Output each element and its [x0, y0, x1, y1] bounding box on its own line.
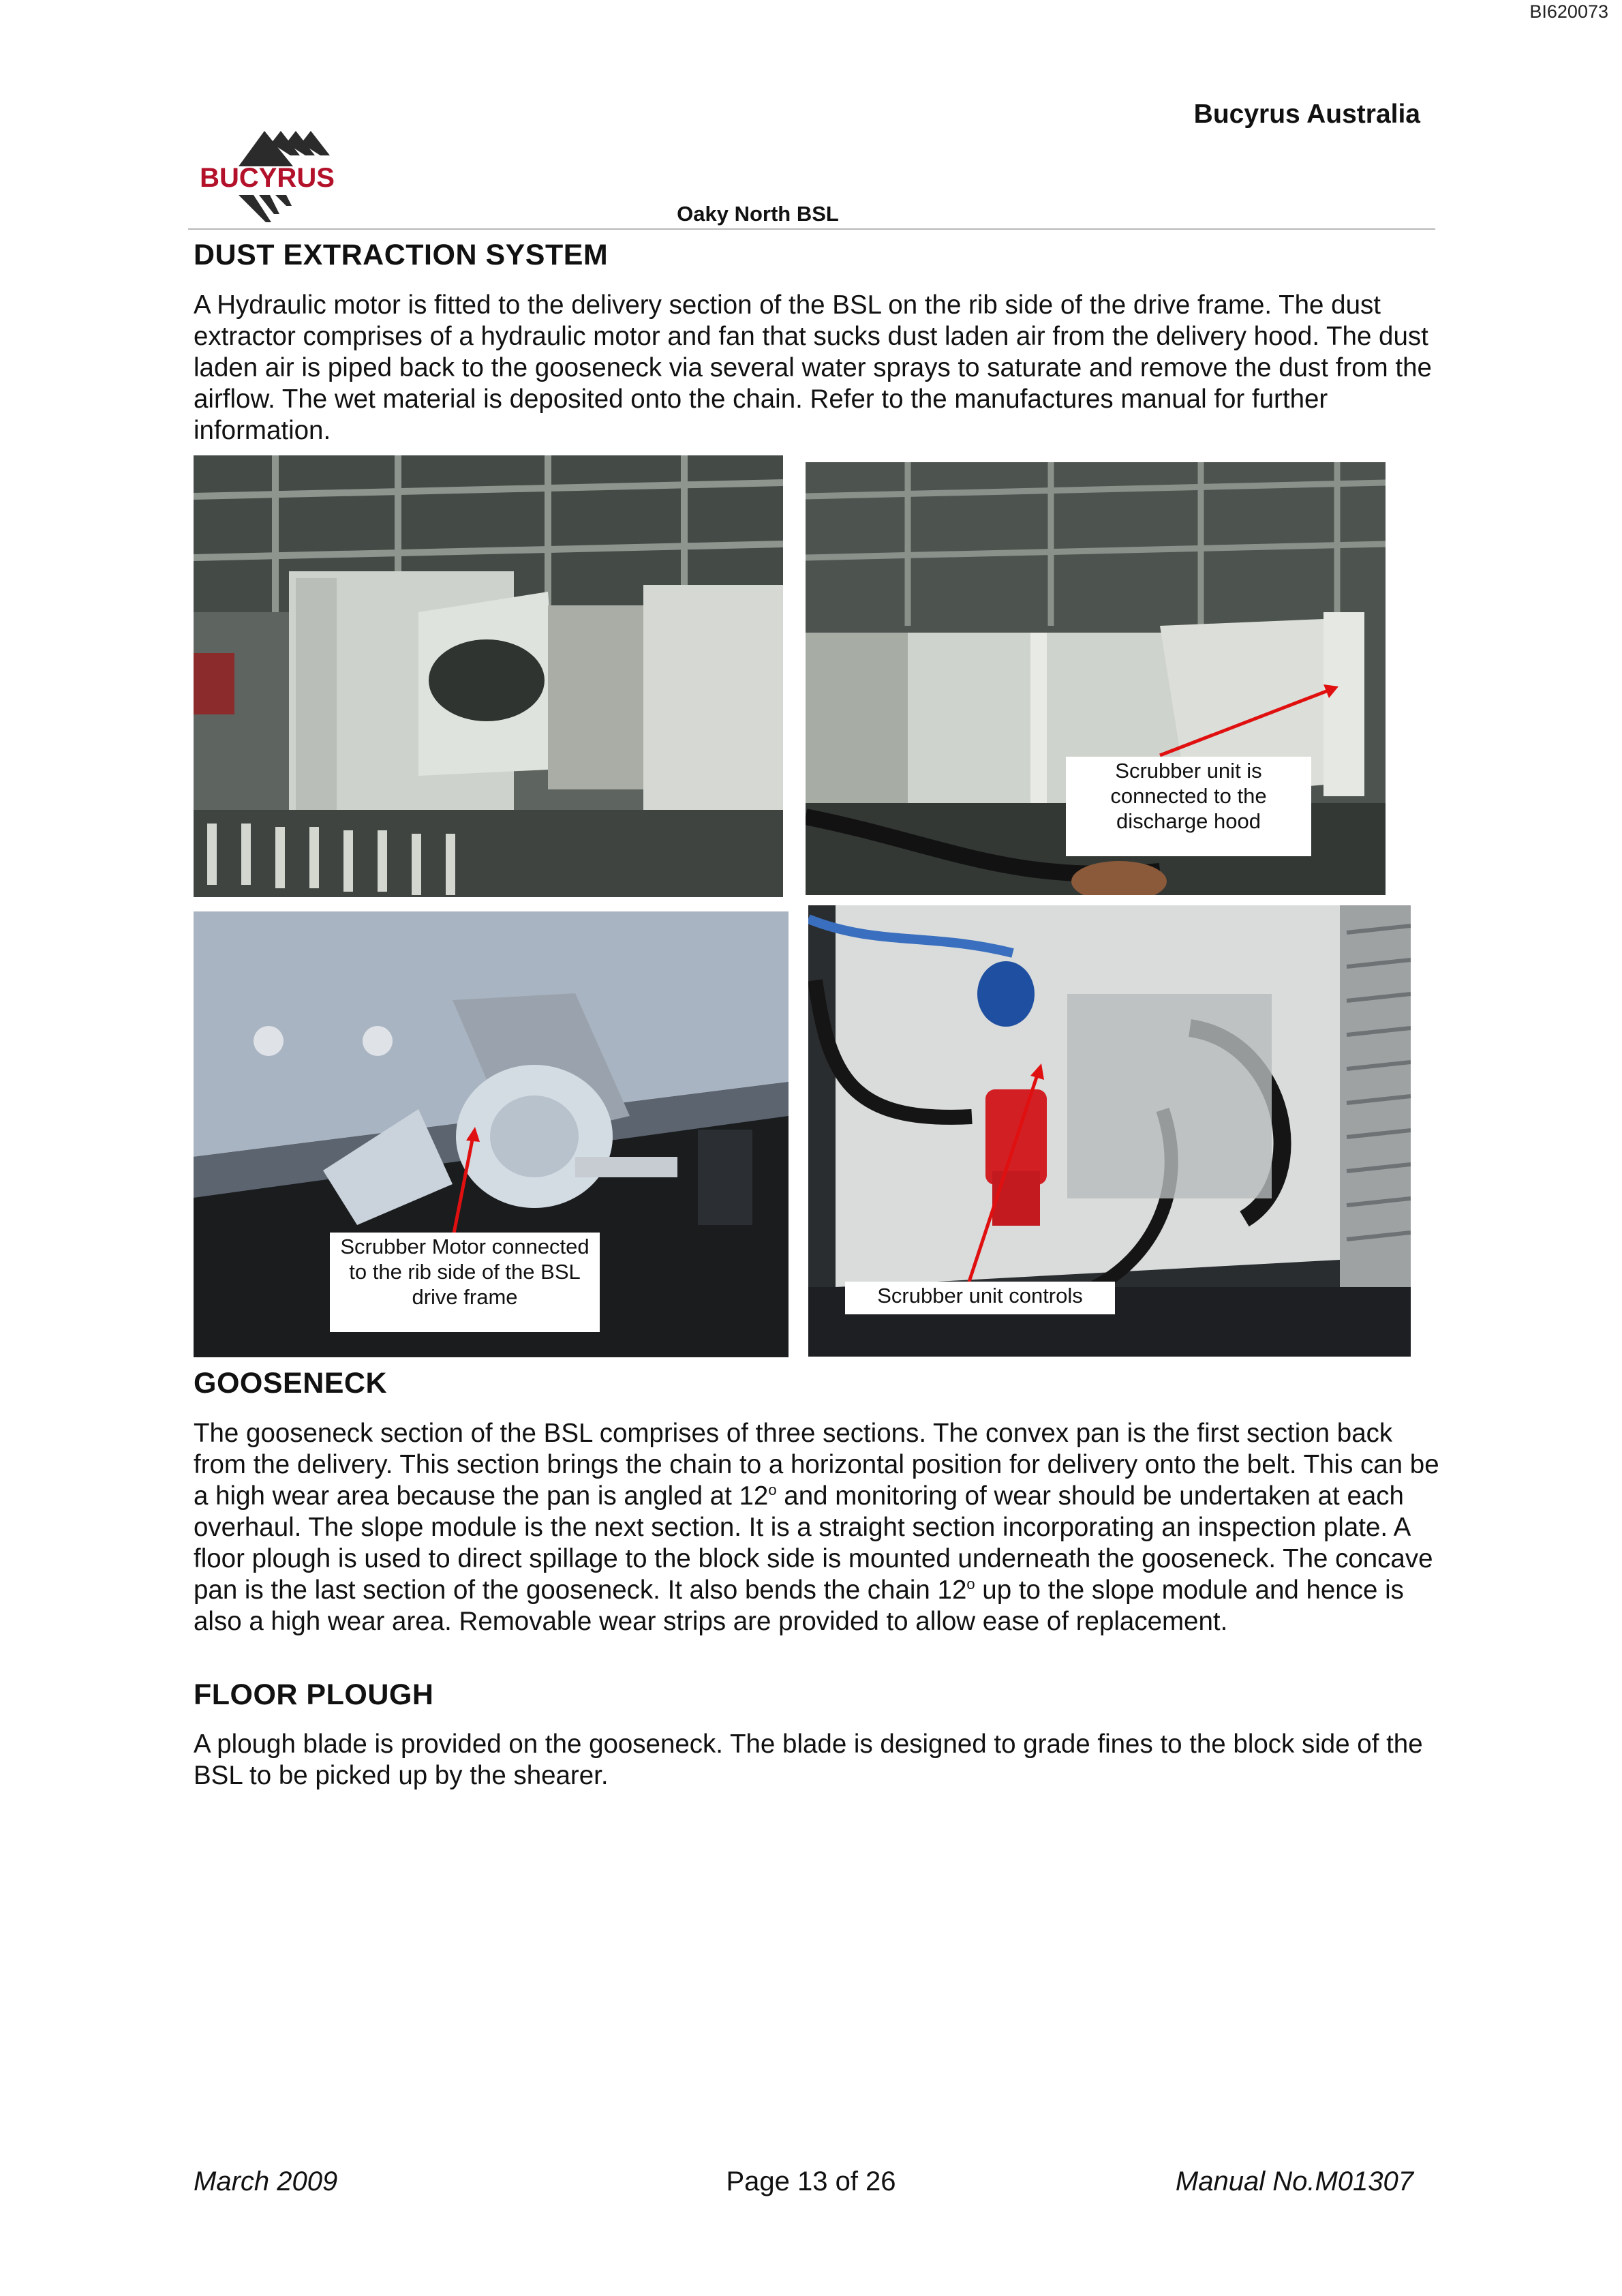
gooseneck-text: The gooseneck section of the BSL comprises of three sections. The convex pan is the first section back from the delivery. This section brings the chain to a horizontal position for delivery onto the belt. This can be a high wear area because the pan is angled at 12$^o$ and monitoring of wear should be undertaken at each overhaul. The slope module is the next section. It is a straight section incorporating an inspection plate. A floor plough is used to direct spillage to the block side is mounted underneath the gooseneck. The concave pan is the last section of the gooseneck. It also bends the chain 12$^o$ up to the slope module and hence is also a high wear area. Removable wear strips are provided to allow ease of replacement. — [194, 1419, 1439, 1636]
callout-discharge-hood: Scrubber unit is connected to the discharge hood — [1066, 757, 1311, 856]
site-name: Oaky North BSL — [677, 202, 839, 226]
photo-delivery-section — [194, 455, 783, 897]
header-divider — [188, 228, 1435, 230]
dust-extraction-heading: DUST EXTRACTION SYSTEM — [194, 239, 609, 271]
logo-text: BUCYRUS — [200, 163, 335, 193]
gooseneck-heading: GOOSENECK — [194, 1367, 388, 1400]
footer-date: March 2009 — [194, 2166, 338, 2196]
footer-manual-number: Manual No.M01307 — [1175, 2166, 1413, 2196]
callout-scrubber-motor: Scrubber Motor connected to the rib side of the BSL drive frame — [330, 1233, 600, 1332]
footer-page-number: Page 13 of 26 — [726, 2166, 896, 2196]
callout-scrubber-controls: Scrubber unit controls — [845, 1282, 1115, 1314]
company-name: Bucyrus Australia — [1193, 100, 1420, 129]
dust-extraction-text: A Hydraulic motor is fitted to the delivery section of the BSL on the rib side of the drive frame. The dust extractor comprises of a hydraulic motor and fan that sucks dust laden air from the delivery hood. The dust laden air is piped back to the gooseneck via several water sprays to saturate and remove the dust from the airflow. The wet material is deposited onto the chain. Refer to the manufactures manual for further information. — [194, 290, 1432, 445]
floor-plough-text: A plough blade is provided on the gooseneck. The blade is designed to grade fines to the block side of the BSL to be picked up by the shearer. — [194, 1729, 1423, 1790]
bucyrus-logo — [191, 127, 344, 226]
floor-plough-heading: FLOOR PLOUGH — [194, 1678, 434, 1711]
document-id: BI620073 — [1529, 1, 1608, 22]
